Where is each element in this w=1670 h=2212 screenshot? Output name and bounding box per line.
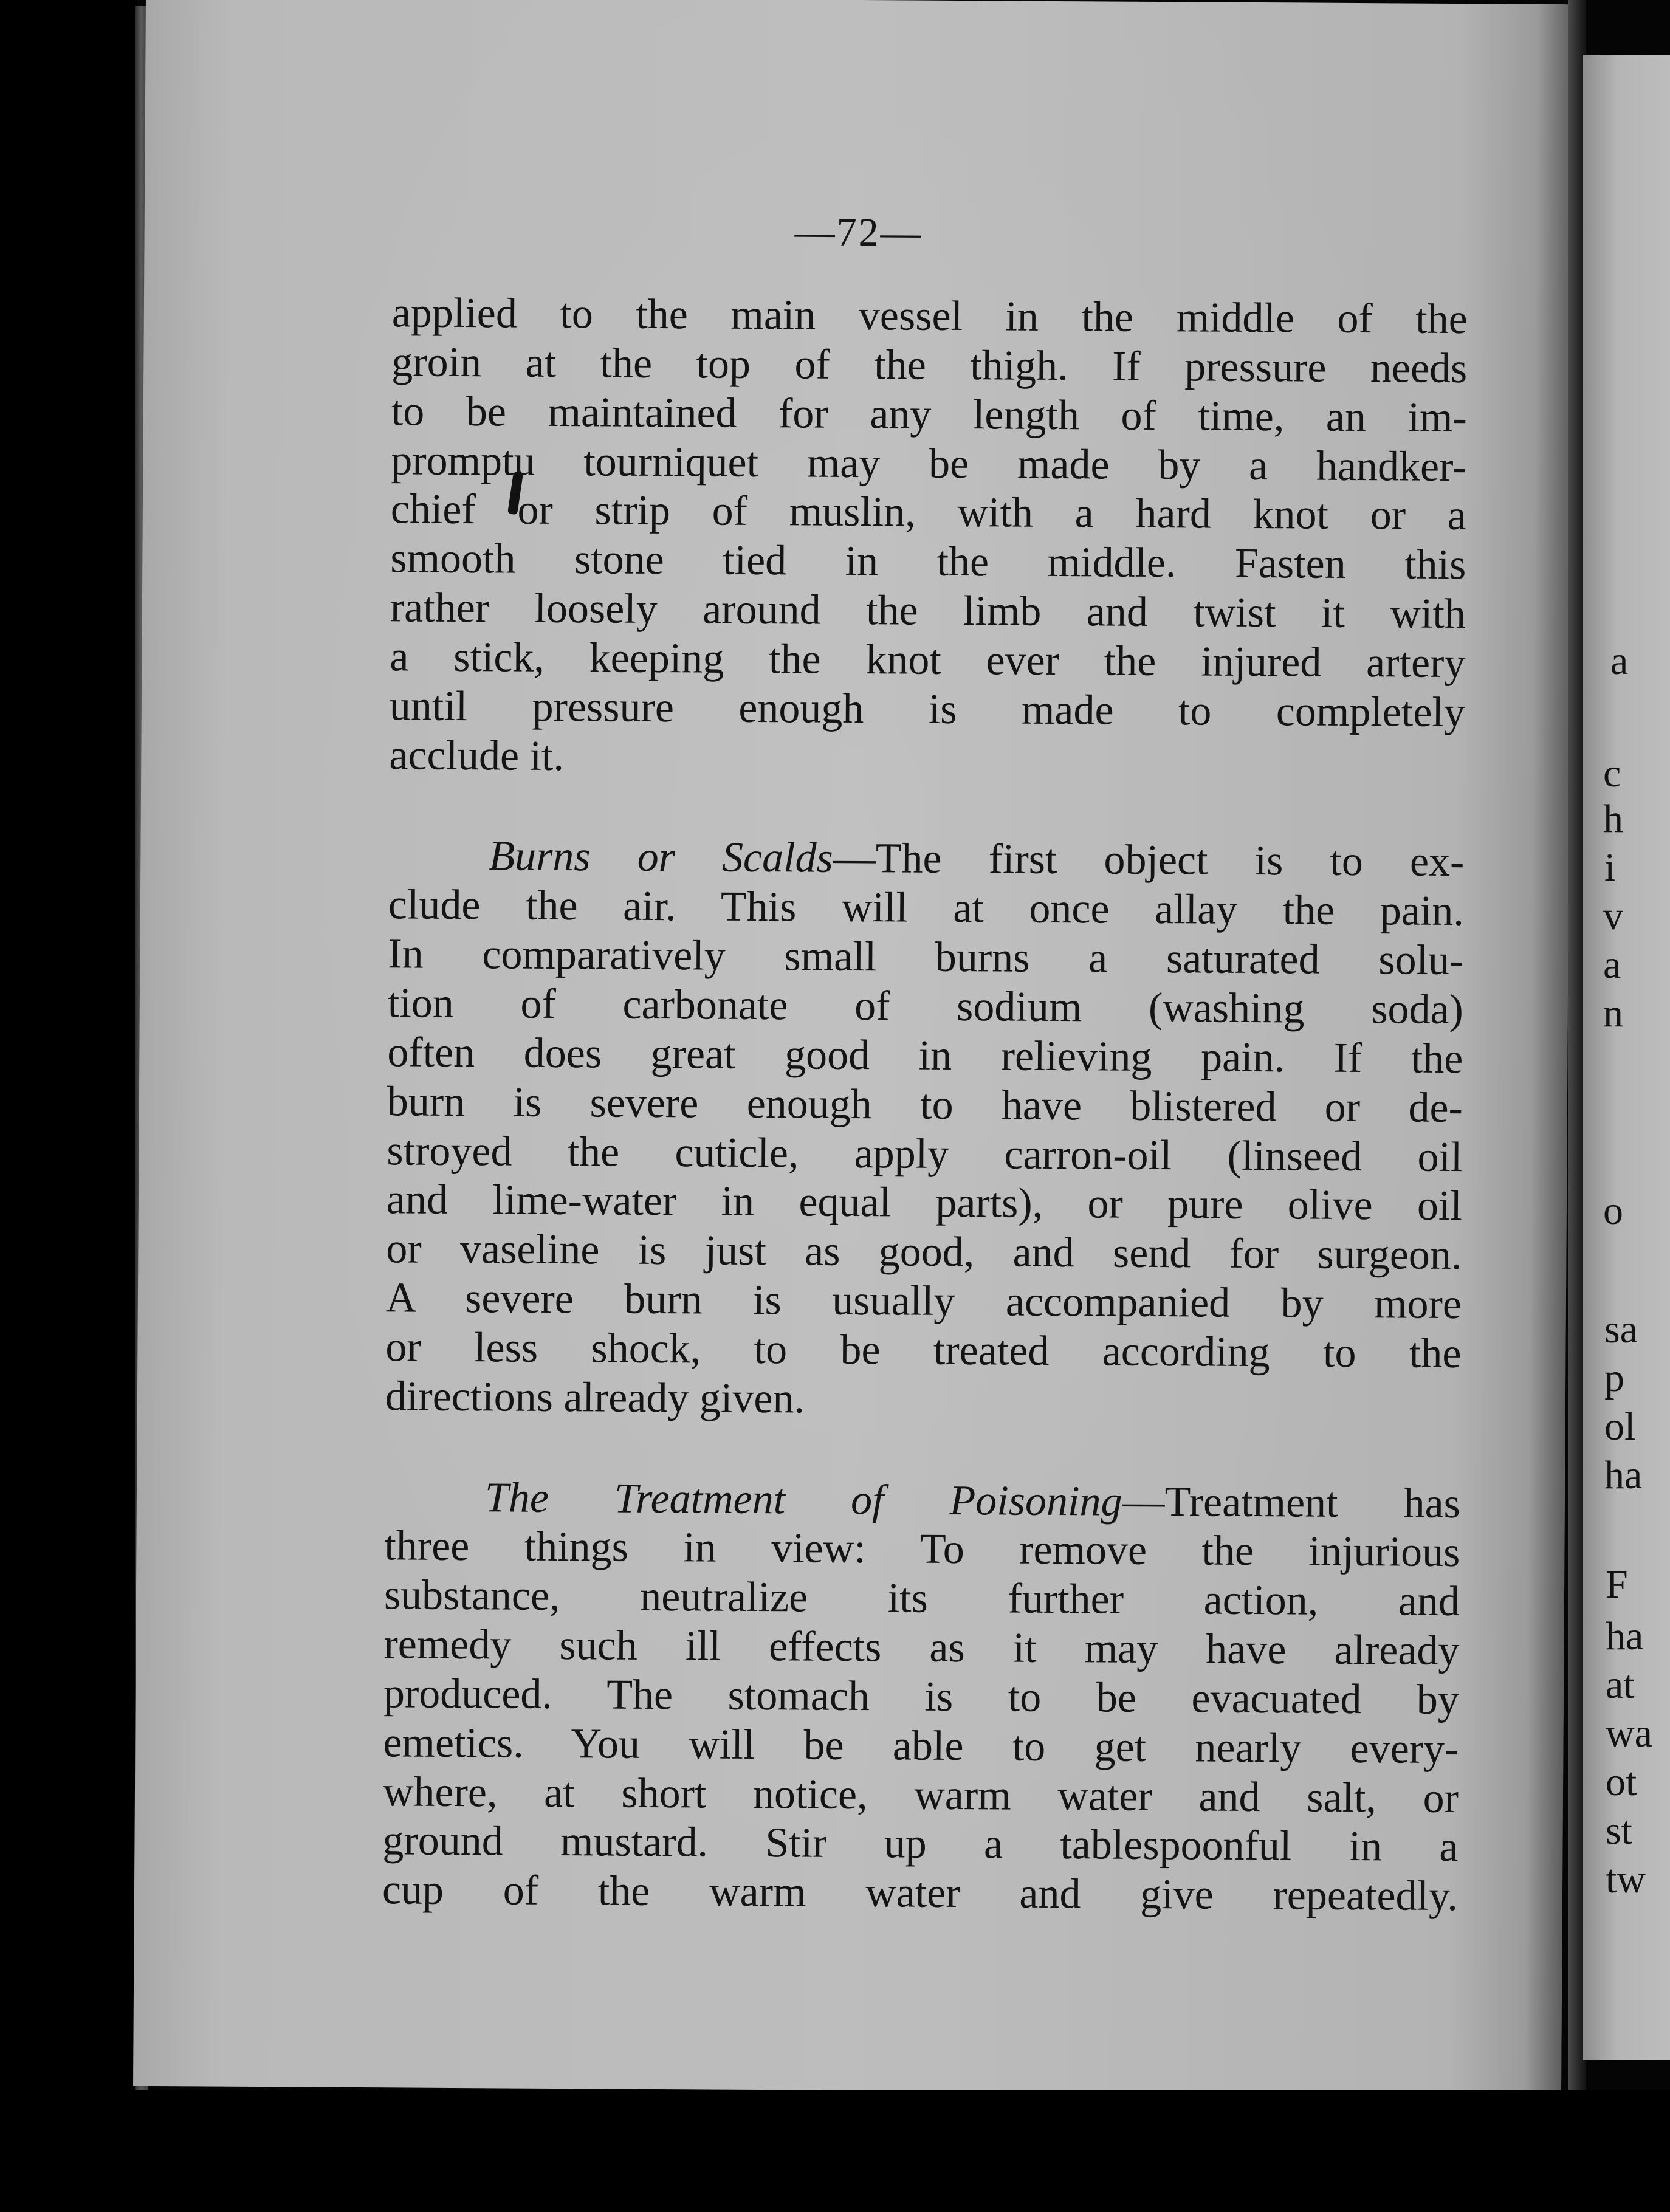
text-line: or vaseline is just as good, and send for surgeon. — [386, 1225, 1462, 1279]
text-line: smooth stone tied in the middle. Fasten this — [390, 535, 1466, 589]
facing-fragment: F — [1606, 1562, 1628, 1607]
text-line: chief or strip of muslin, with a hard knot or a — [390, 486, 1467, 540]
facing-fragment: o — [1603, 1189, 1623, 1233]
facing-fragment: sa — [1604, 1307, 1638, 1352]
facing-fragment: ol — [1604, 1404, 1636, 1449]
text-line: stroyed the cuticle, apply carron-oil (linseed oil — [387, 1127, 1463, 1181]
text-line: In comparatively small burns a saturated solu- — [388, 930, 1464, 984]
text-line — [385, 1473, 1460, 1529]
text-line: three things in view: To remove the injurious — [384, 1522, 1460, 1576]
facing-fragment: c — [1603, 751, 1621, 795]
facing-fragment: i — [1604, 845, 1616, 890]
page-fold-shadow — [1525, 4, 1574, 2095]
facing-fragment: h — [1603, 797, 1623, 841]
page-number: —72— — [794, 210, 923, 255]
section-heading-poisoning: The Treatment of Poisoning — [484, 1474, 1122, 1525]
text-line: or less shock, to be treated according to the — [385, 1324, 1462, 1377]
paragraph-tourniquet — [389, 289, 1468, 786]
text-line: tion of carbonate of sodium (washing soda) — [387, 980, 1464, 1034]
text-line: rather loosely around the limb and twist it with — [390, 584, 1466, 638]
facing-fragment: ha — [1604, 1453, 1643, 1497]
text-line: A severe burn is usually accompanied by more — [385, 1274, 1462, 1328]
text-line — [388, 832, 1464, 888]
heading-continuation: —The first object is to ex- — [833, 835, 1465, 886]
book-page — [133, 0, 1574, 2095]
text-line: to be maintained for any length of time, an im- — [391, 387, 1468, 441]
text-line: groin at the top of the thigh. If pressure needs — [391, 338, 1468, 392]
text-line: cup of the warm water and give repeatedly. — [382, 1866, 1459, 1920]
text-line: promptu tourniquet may be made by a handker- — [391, 436, 1467, 490]
facing-fragment: st — [1606, 1808, 1633, 1853]
text-line: until pressure enough is made to completely — [389, 682, 1466, 736]
text-line: a stick, keeping the knot ever the injured artery — [390, 633, 1466, 687]
text-line: produced. The stomach is to be evacuated by — [383, 1670, 1460, 1724]
facing-fragment: p — [1604, 1356, 1624, 1400]
text-line: where, at short notice, warm water and salt, or — [382, 1768, 1459, 1822]
paragraph-poisoning — [382, 1473, 1460, 1922]
text-line: burn is severe enough to have blistered or de- — [387, 1077, 1463, 1132]
text-line: remedy such ill effects as it may have already — [383, 1621, 1460, 1675]
facing-fragment: at — [1606, 1663, 1635, 1707]
scan-bottom-border — [0, 2090, 1670, 2212]
facing-fragment: ha — [1606, 1614, 1644, 1658]
facing-fragment: a — [1603, 943, 1621, 987]
text-line: clude the air. This will at once allay the pain. — [388, 881, 1465, 935]
paragraph-burns — [385, 832, 1465, 1428]
text-line: acclude it. — [389, 731, 565, 780]
facing-fragment: tw — [1606, 1857, 1646, 1901]
facing-fragment: ot — [1606, 1760, 1637, 1804]
text-line: directions already given. — [385, 1372, 805, 1423]
facing-fragment: v — [1603, 894, 1623, 938]
heading-continuation: —Treatment has — [1122, 1478, 1461, 1527]
facing-fragment: wa — [1606, 1711, 1652, 1756]
text-line: often does great good in relieving pain. If the — [387, 1029, 1463, 1082]
facing-fragment: a — [1610, 639, 1629, 683]
text-line: applied to the main vessel in the middle of the — [391, 289, 1468, 343]
text-line: ground mustard. Stir up a tablespoonful in a — [382, 1817, 1459, 1871]
text-line: emetics. You will be able to get nearly every- — [383, 1719, 1459, 1773]
text-line: substance, neutralize its further action, and — [383, 1571, 1460, 1626]
text-line: and lime-water in equal parts), or pure olive oil — [386, 1176, 1463, 1230]
facing-fragment: n — [1603, 991, 1623, 1036]
section-heading-burns: Burns or Scalds — [489, 833, 834, 882]
scan-left-border — [0, 0, 137, 2212]
page-body — [382, 289, 1468, 1973]
